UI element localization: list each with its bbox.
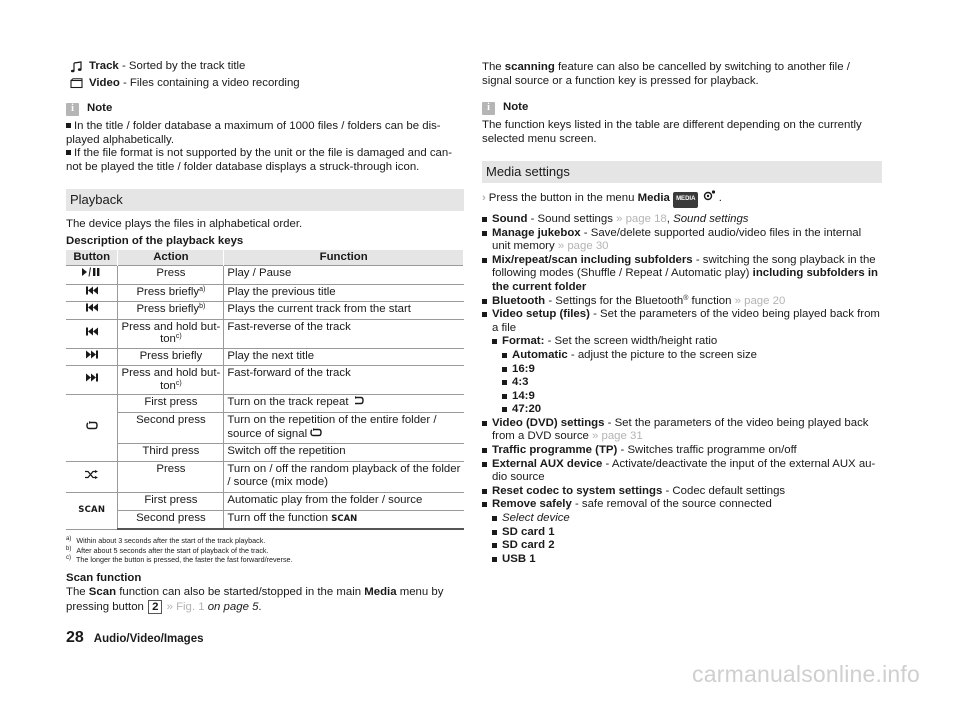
header-action: Action (118, 250, 224, 266)
note-title: Note (87, 102, 113, 115)
table-row (66, 461, 464, 492)
table-row (66, 302, 464, 320)
row-action: Press and hold but-ton$^{c)}$ (118, 319, 224, 348)
scan-icon: SCAN (331, 513, 358, 524)
list-item: Video setup (files) - Set the parameters of the video being played back from a file Format: - Set the screen width/height ratio Automatic - adjust the picture to the screen size 16:9 4:3 14:9 47:20 (482, 308, 882, 417)
video-line (66, 75, 464, 92)
footnotes (66, 536, 464, 564)
list-item: Traffic programme (TP) - Switches traffic programme on/off (482, 444, 882, 458)
row-action: Press briefly (118, 348, 224, 366)
step-line: › Press the button in the menu Media MEDIA . (482, 190, 882, 208)
play-pause-icon (81, 268, 103, 280)
scan-icon: SCAN (78, 505, 106, 516)
row-function: Play the next title (224, 348, 464, 366)
row-function: Fast-reverse of the track (224, 319, 464, 348)
list-item: USB 1 (492, 553, 882, 567)
row-action: Press (118, 266, 224, 285)
row-action: Second press (118, 510, 224, 529)
list-item: Remove safely - safe removal of the source connected Select device SD card 1 SD card 2 USB 1 (482, 498, 882, 566)
list-item: Bluetooth - Settings for the Bluetooth® function » page 20 (482, 295, 882, 309)
footnote: $^{a)}$ Within about 3 seconds after the start of the track playback. (66, 536, 266, 546)
table-row (66, 319, 464, 348)
table-caption: Description of the playback keys (66, 234, 244, 247)
page-number: 28 (66, 629, 84, 646)
media-settings-list (482, 213, 882, 566)
previous-icon (86, 303, 98, 315)
button-2-key: 2 (148, 600, 162, 614)
next-icon (86, 350, 98, 362)
media-key-icon: MEDIA (673, 192, 698, 208)
row-function: Turn on / off the random playback of the folder / source (mix mode) (224, 461, 464, 492)
row-function: Automatic play from the folder / source (224, 493, 464, 511)
header-function: Function (224, 250, 464, 266)
table-row (66, 444, 464, 462)
scan-title: Scan function (66, 572, 142, 585)
step-arrow-icon: › (482, 192, 486, 205)
row-action: Press and hold but-ton$^{c)}$ (118, 366, 224, 395)
playback-keys-table (66, 250, 464, 531)
table-row (66, 395, 464, 413)
previous-icon (86, 327, 98, 339)
row-function: Fast-forward of the track (224, 366, 464, 395)
list-item: Sound - Sound settings » page 18, Sound settings (482, 213, 882, 227)
table-row (66, 366, 464, 395)
right-column (482, 61, 882, 566)
row-action: Third press (118, 444, 224, 462)
note-text: The function keys listed in the table are different depending on the currently selected menu screen. (482, 119, 862, 145)
list-item: Select device (492, 512, 882, 526)
scanning-paragraph: The scanning feature can also be cancelled by switching to another file / signal source or a function key is pressed for playback. (482, 61, 850, 87)
music-note-icon (66, 60, 86, 73)
list-item: Video (DVD) settings - Set the parameters of the video being played back from a DVD source » page 31 (482, 417, 882, 444)
info-icon: i (66, 103, 79, 116)
note-heading (66, 101, 464, 117)
note-item: In the title / folder database a maximum of 1000 files / folders can be dis-played alphabetically. (66, 120, 441, 146)
video-label: Video (89, 76, 120, 89)
track-label: Track (89, 59, 119, 72)
list-item: SD card 2 (492, 539, 882, 553)
list-item: SD card 1 (492, 526, 882, 540)
repeat-one-icon (352, 396, 365, 408)
track-line (66, 58, 464, 75)
row-function: Turn on the repetition of the entire folder / source of signal (224, 413, 464, 444)
list-item: 4:3 (502, 376, 882, 390)
row-function: Play the previous title (224, 284, 464, 302)
repeat-icon (86, 421, 98, 433)
table-row (66, 284, 464, 302)
list-item: 14:9 (502, 390, 882, 404)
row-action: Press briefly$^{b)}$ (118, 302, 224, 320)
watermark: carmanualsonline.info (692, 661, 920, 687)
row-function: Turn off the function SCAN (224, 510, 464, 529)
shuffle-icon (85, 470, 98, 482)
row-function: Play / Pause (224, 266, 464, 285)
row-action: First press (118, 493, 224, 511)
table-row (66, 413, 464, 444)
row-function: Plays the current track from the start (224, 302, 464, 320)
row-function: Turn on the track repeat (224, 395, 464, 413)
fig-link[interactable]: » Fig. 1 (163, 600, 205, 613)
page-footer (66, 631, 204, 647)
list-item: Manage jukebox - Save/delete supported audio/video files in the internal unit memory » page 30 (482, 227, 882, 254)
next-icon (86, 373, 98, 385)
chapter-title: Audio/Video/Images (93, 633, 204, 645)
note-item: If the file format is not supported by the unit or the file is damaged and can-not be played the title / folder database displays a struck-through icon. (66, 147, 453, 173)
row-action: Press (118, 461, 224, 492)
playback-section-title: Playback (66, 189, 464, 211)
footnote: $^{b)}$ After about 5 seconds after the start of playback of the track. (66, 545, 269, 555)
list-item: Reset codec to system settings - Codec default settings (482, 485, 882, 499)
list-item: Format: - Set the screen width/height ratio Automatic - adjust the picture to the screen size 16:9 4:3 14:9 47:20 (492, 335, 882, 417)
note-title: Note (503, 101, 529, 114)
media-settings-title: Media settings (482, 161, 882, 183)
note-heading (482, 100, 882, 116)
row-action: Press briefly$^{a)}$ (118, 284, 224, 302)
header-button: Button (66, 250, 118, 266)
scan-section (66, 572, 464, 614)
row-function: Switch off the repetition (224, 444, 464, 462)
video-file-icon (66, 77, 86, 90)
info-icon: i (482, 102, 495, 115)
row-action: Second press (118, 413, 224, 444)
footnote: $^{c)}$ The longer the button is pressed, the faster the fast forward/reverse. (66, 555, 293, 564)
table-row (66, 510, 464, 529)
video-text: - Files containing a video recording (119, 76, 300, 89)
row-action: First press (118, 395, 224, 413)
track-text: - Sorted by the track title (118, 59, 246, 72)
settings-gear-icon (702, 192, 716, 204)
previous-icon (86, 286, 98, 298)
left-column (66, 58, 464, 614)
table-row (66, 493, 464, 511)
playback-intro: The device plays the files in alphabetical order. (66, 218, 303, 231)
list-item: Automatic - adjust the picture to the screen size (502, 349, 882, 363)
list-item: 16:9 (502, 363, 882, 377)
list-item: Mix/repeat/scan including subfolders - switching the song playback in the following modes (Shuffle / Repeat / Automatic play) including subfolders in the current folder (482, 254, 882, 295)
list-item: External AUX device - Activate/deactivate the input of the external AUX au-dio source (482, 458, 882, 485)
list-item: 47:20 (502, 403, 882, 417)
scan-text: The Scan function can also be started/stopped in the main Media menu by pressing button 2 » Fig. 1 on page 5. (66, 586, 444, 613)
table-row (66, 348, 464, 366)
repeat-icon (310, 428, 322, 440)
table-row (66, 266, 464, 285)
